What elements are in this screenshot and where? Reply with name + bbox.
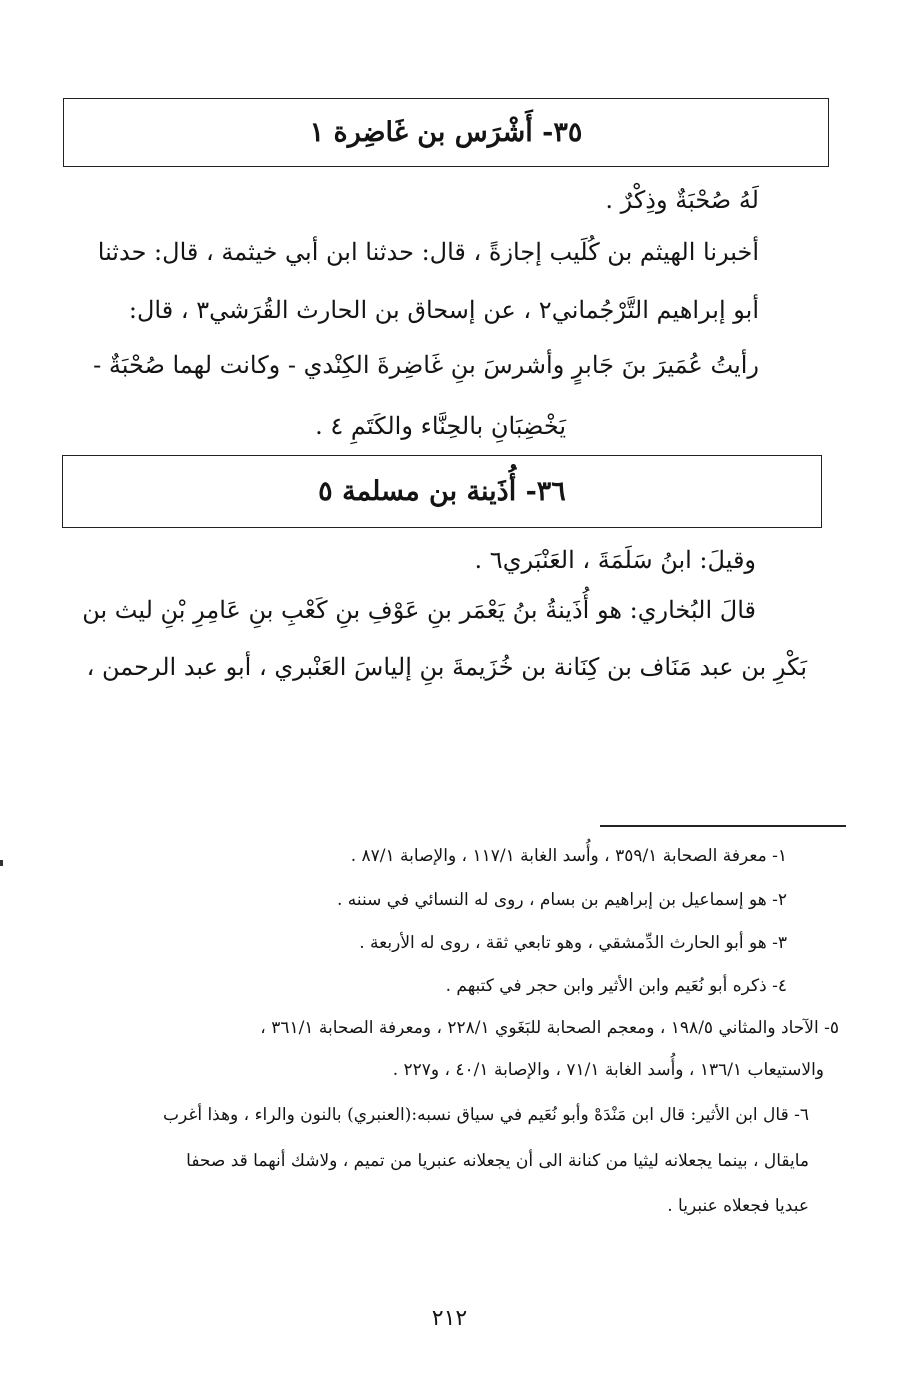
- entry-heading-box: [62, 455, 822, 528]
- body-line: بَكْرِ بن عبد مَنَاف بن كِنَانة بن خُزَيمةَ بنِ إلياسَ العَنْبري ، أبو عبد الرحمن ،: [86, 653, 807, 681]
- footnote: ١- معرفة الصحابة ٣٥٩/١ ، وأُسد الغابة ١١٧/١ ، والإصابة ٨٧/١ .: [350, 846, 787, 866]
- footnote: والاستيعاب ١٣٦/١ ، وأُسد الغابة ٧١/١ ، والإصابة ٤٠/١ ، و٢٢٧ .: [392, 1060, 824, 1080]
- body-line: وقيلَ: ابنُ سَلَمَةَ ، العَنْبَري٦ .: [474, 546, 756, 574]
- entry-heading: ٣٥- أَشْرَس بن غَاضِرة ١: [309, 117, 583, 148]
- body-line: قالَ البُخاري: هو أُذَينةُ بنُ يَعْمَر بنِ عَوْفِ بنِ كَعْبِ بنِ عَامِرِ بْنِ ليث بن: [82, 596, 756, 624]
- footnote: ٥- الآحاد والمثاني ١٩٨/٥ ، ومعجم الصحابة للبَغَوي ٢٢٨/١ ، ومعرفة الصحابة ٣٦١/١ ،: [260, 1018, 839, 1038]
- scan-mark: [0, 860, 3, 866]
- footnote: مايقال ، بينما يجعلانه ليثيا من كنانة الى أن يجعلانه عنبريا من تميم ، ولاشك أنهما قد صحفا: [186, 1151, 809, 1171]
- footnote: ٣- هو أبو الحارث الدِّمشقي ، وهو تابعي ثقة ، روى له الأربعة .: [359, 933, 787, 953]
- body-line: لَهُ صُحْبَةٌ وذِكْرٌ .: [605, 186, 759, 214]
- body-line: أخبرنا الهيثم بن كُلَيب إجازةً ، قال: حدثنا ابن أبي خيثمة ، قال: حدثنا: [97, 238, 759, 266]
- body-line: رأيتُ عُمَيرَ بنَ جَابرٍ وأشرسَ بنِ غَاضِرةَ الكِنْدي - وكانت لهما صُحْبَةٌ -: [93, 351, 759, 379]
- footnote-separator: [600, 825, 846, 827]
- page-number: ٢١٢: [431, 1306, 468, 1331]
- footnote: ٤- ذكره أبو نُعَيم وابن الأثير وابن حجر في كتبهم .: [445, 976, 787, 996]
- footnote: عبديا فجعلاه عنبريا .: [667, 1196, 809, 1216]
- footnote: ٢- هو إسماعيل بن إبراهيم بن بسام ، روى له النسائي في سننه .: [336, 890, 787, 910]
- footnote: ٦- قال ابن الأثير: قال ابن مَنْدَهْ وأبو نُعَيم في سياق نسبه:(العنبري) بالنون والراء ، وهذا أغرب: [163, 1105, 809, 1125]
- body-line: أبو إبراهيم التَّرْجُماني٢ ، عن إسحاق بن الحارث القُرَشي٣ ، قال:: [128, 296, 759, 324]
- entry-heading: ٣٦- أُذَينة بن مسلمة ٥: [318, 476, 566, 507]
- body-line: يَخْضِبَانِ بالحِنَّاء والكَتَمِ ٤ .: [315, 412, 566, 440]
- entry-heading-box: [63, 98, 829, 167]
